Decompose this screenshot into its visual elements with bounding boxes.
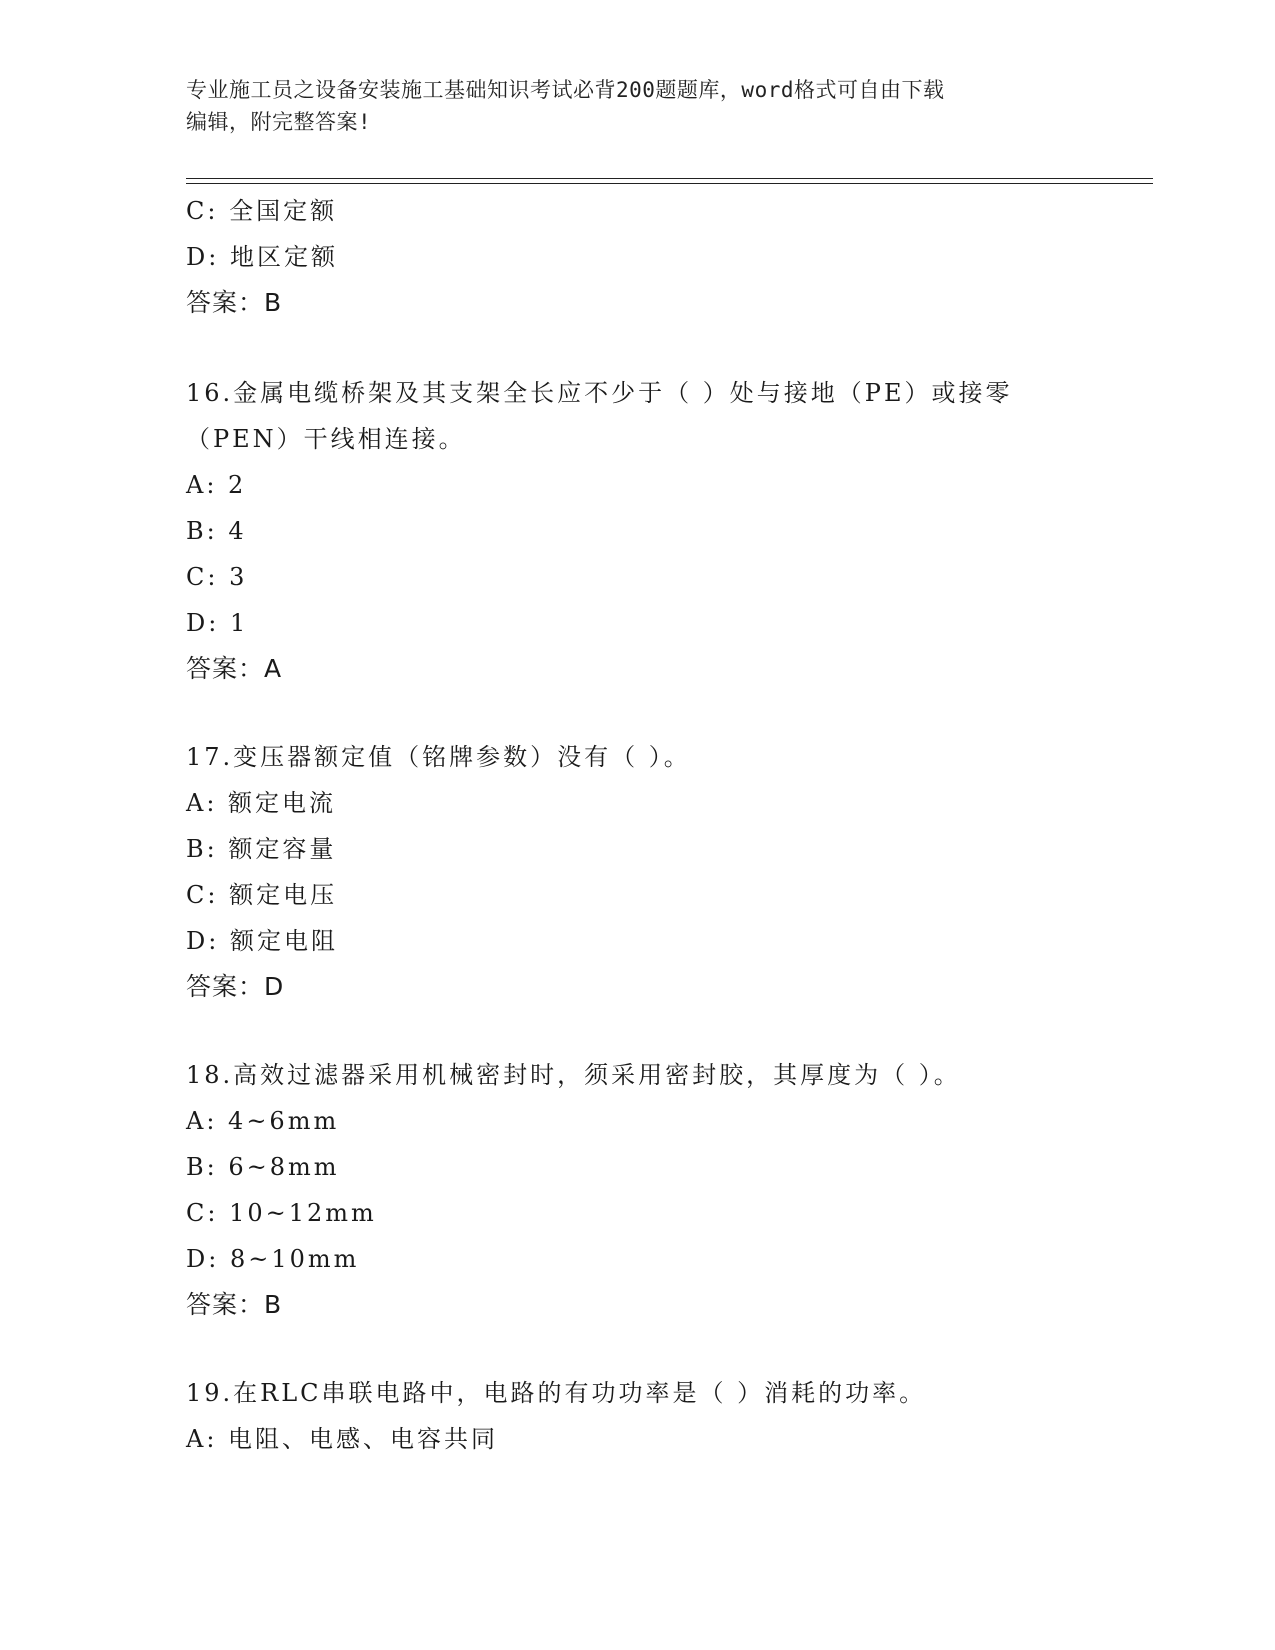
option-c: C: 10~12mm (186, 1199, 377, 1227)
question-19 (186, 1370, 1146, 1462)
option-a: A: 4~6mm (186, 1107, 340, 1135)
page-header (186, 74, 1086, 138)
option-d: D: 1 (186, 609, 249, 637)
header-line-1: 专业施工员之设备安装施工基础知识考试必背200题题库，word格式可自由下载 (186, 78, 945, 102)
question-list (186, 188, 1146, 1462)
answer-label: 答案：D (186, 972, 285, 1001)
question-18 (186, 1052, 1146, 1328)
option-c: C: 3 (186, 563, 248, 591)
question-stem: 18.高效过滤器采用机械密封时，须采用密封胶，其厚度为（ ）。 (186, 1061, 961, 1089)
question-stem: 19.在RLC串联电路中，电路的有功功率是（ ）消耗的功率。 (186, 1379, 927, 1407)
question-15-continued (186, 188, 1146, 326)
option-d: D: 8~10mm (186, 1245, 360, 1273)
option-d: D: 额定电阻 (186, 927, 338, 955)
option-d: D: 地区定额 (186, 243, 338, 271)
question-17 (186, 734, 1146, 1010)
header-line-2: 编辑，附完整答案! (186, 110, 372, 134)
option-c: C: 额定电压 (186, 881, 338, 909)
answer-label: 答案：B (186, 1290, 283, 1319)
header-divider-top (186, 178, 1153, 179)
question-stem-cont: （PEN）干线相连接。 (186, 425, 466, 453)
option-b: B: 6~8mm (186, 1153, 340, 1181)
option-b: B: 4 (186, 517, 247, 545)
question-stem: 17.变压器额定值（铭牌参数）没有（ ）。 (186, 743, 691, 771)
option-a: A: 电阻、电感、电容共同 (186, 1425, 499, 1453)
option-c: C: 全国定额 (186, 197, 338, 225)
question-stem: 16.金属电缆桥架及其支架全长应不少于（ ）处与接地（PE）或接零 (186, 379, 1013, 407)
header-divider-bottom (186, 183, 1153, 184)
option-a: A: 额定电流 (186, 789, 337, 817)
answer-label: 答案：A (186, 654, 283, 683)
question-16 (186, 370, 1146, 692)
option-a: A: 2 (186, 471, 247, 499)
answer-label: 答案：B (186, 288, 283, 317)
option-b: B: 额定容量 (186, 835, 337, 863)
